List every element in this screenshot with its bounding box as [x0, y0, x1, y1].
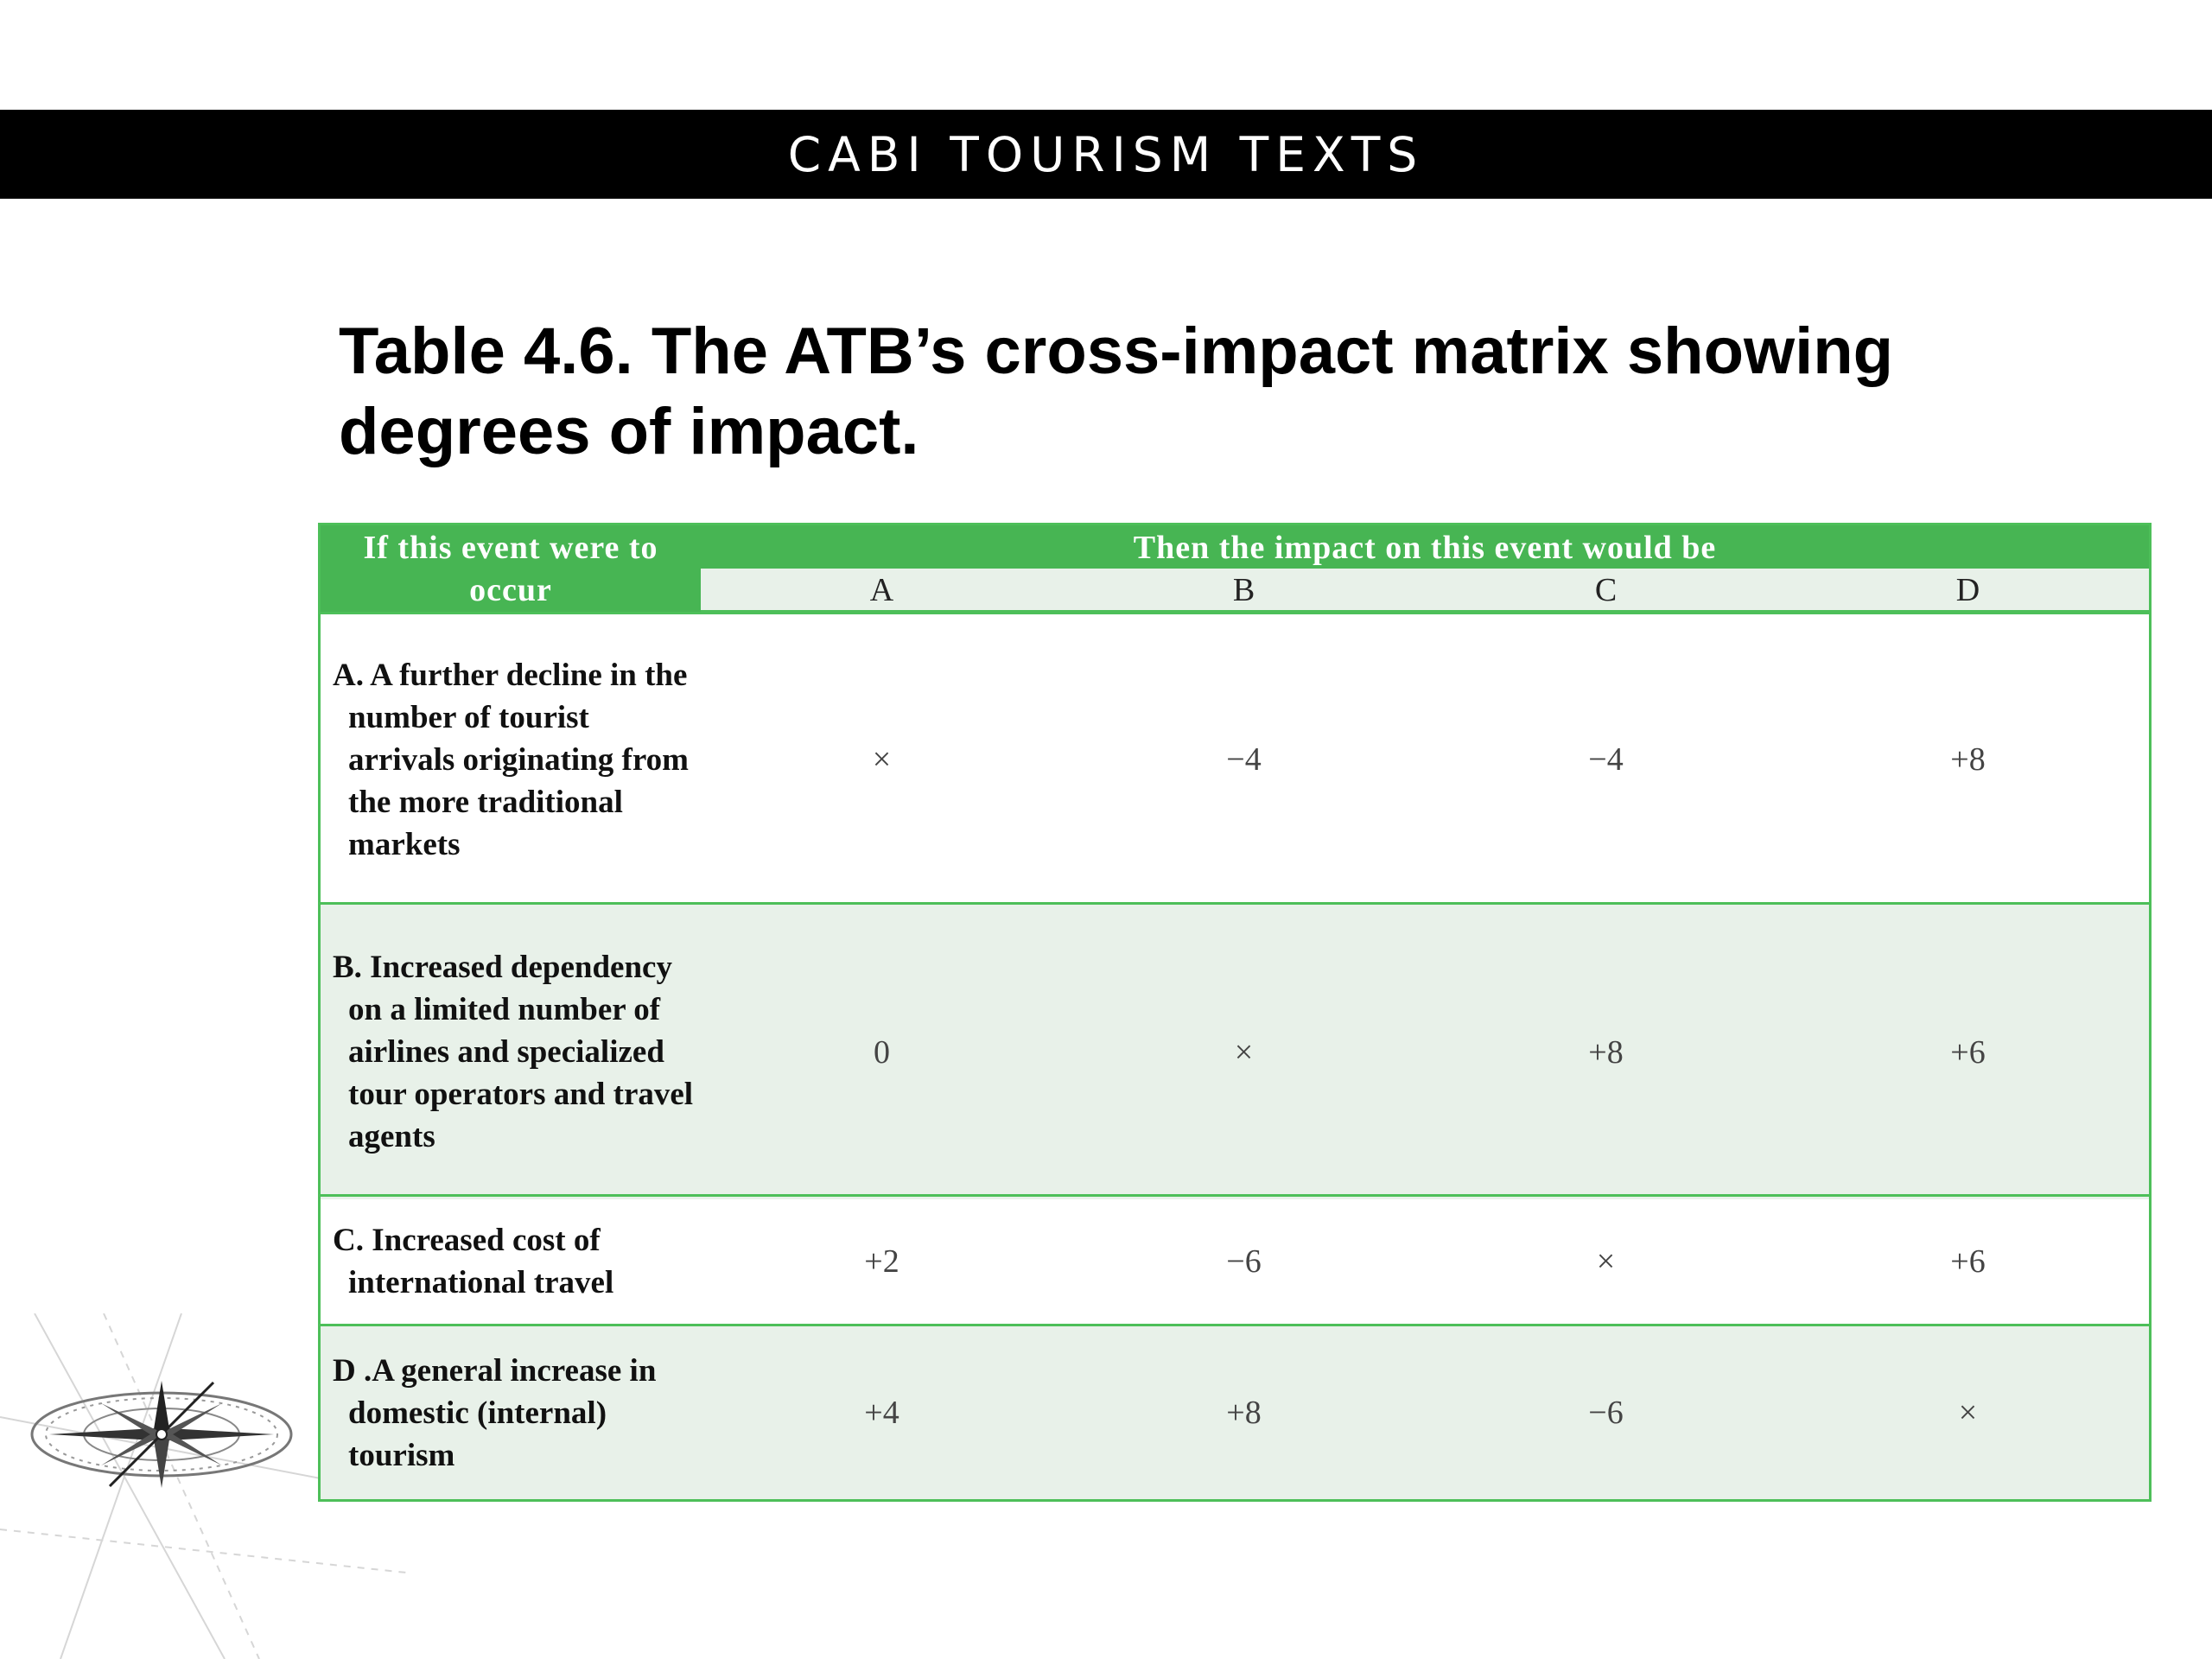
- table-cell: ×: [1596, 1243, 1616, 1280]
- column-group-header: Then the impact on this event would be: [701, 525, 2149, 569]
- table-cell: −6: [1226, 1243, 1262, 1280]
- column-header-b: B: [1232, 572, 1255, 608]
- table-cell: +8: [1588, 1033, 1624, 1071]
- table-cell: ×: [1958, 1395, 1978, 1431]
- table-cell: ×: [872, 741, 892, 778]
- table-cell: +8: [1950, 741, 1986, 778]
- row-label: D .A general increase in domestic (internal) tourism: [333, 1352, 657, 1473]
- table-title: Table 4.6. The ATB’s cross-impact matrix showing degrees of impact.: [339, 315, 1894, 468]
- table-cell: −6: [1588, 1395, 1624, 1431]
- table-header: [321, 525, 2149, 612]
- table-cell: −4: [1588, 741, 1624, 778]
- header-banner: [0, 110, 2212, 199]
- cross-impact-table: [318, 523, 2152, 1502]
- table-cell: +6: [1950, 1033, 1986, 1071]
- column-headers: [701, 569, 2149, 613]
- table-cell: +8: [1226, 1395, 1262, 1431]
- table-cell: 0: [874, 1033, 890, 1071]
- column-header-c: C: [1594, 572, 1618, 608]
- row-label: A. A further decline in the number of tourist arrivals originating from the more traditional markets: [333, 657, 689, 862]
- table-cell: −4: [1226, 741, 1262, 778]
- table-cell: +6: [1950, 1243, 1986, 1280]
- row-header: If this event were to occur: [321, 525, 701, 612]
- table-row: [321, 902, 2149, 1199]
- table-row: [321, 612, 2149, 905]
- column-header-a: A: [869, 572, 894, 608]
- table-cell: +4: [864, 1395, 899, 1431]
- table-cell: +2: [864, 1243, 899, 1280]
- table-row: [321, 1324, 2149, 1499]
- row-label: B. Increased dependency on a limited number of airlines and specialized tour operators and travel agents: [333, 950, 694, 1154]
- banner-title: CABI TOURISM TEXTS: [787, 126, 1425, 182]
- table-row: [321, 1194, 2149, 1326]
- column-header-d: D: [1955, 572, 1980, 608]
- table-cell: ×: [1234, 1033, 1254, 1071]
- row-label: C. Increased cost of international travel: [333, 1223, 614, 1300]
